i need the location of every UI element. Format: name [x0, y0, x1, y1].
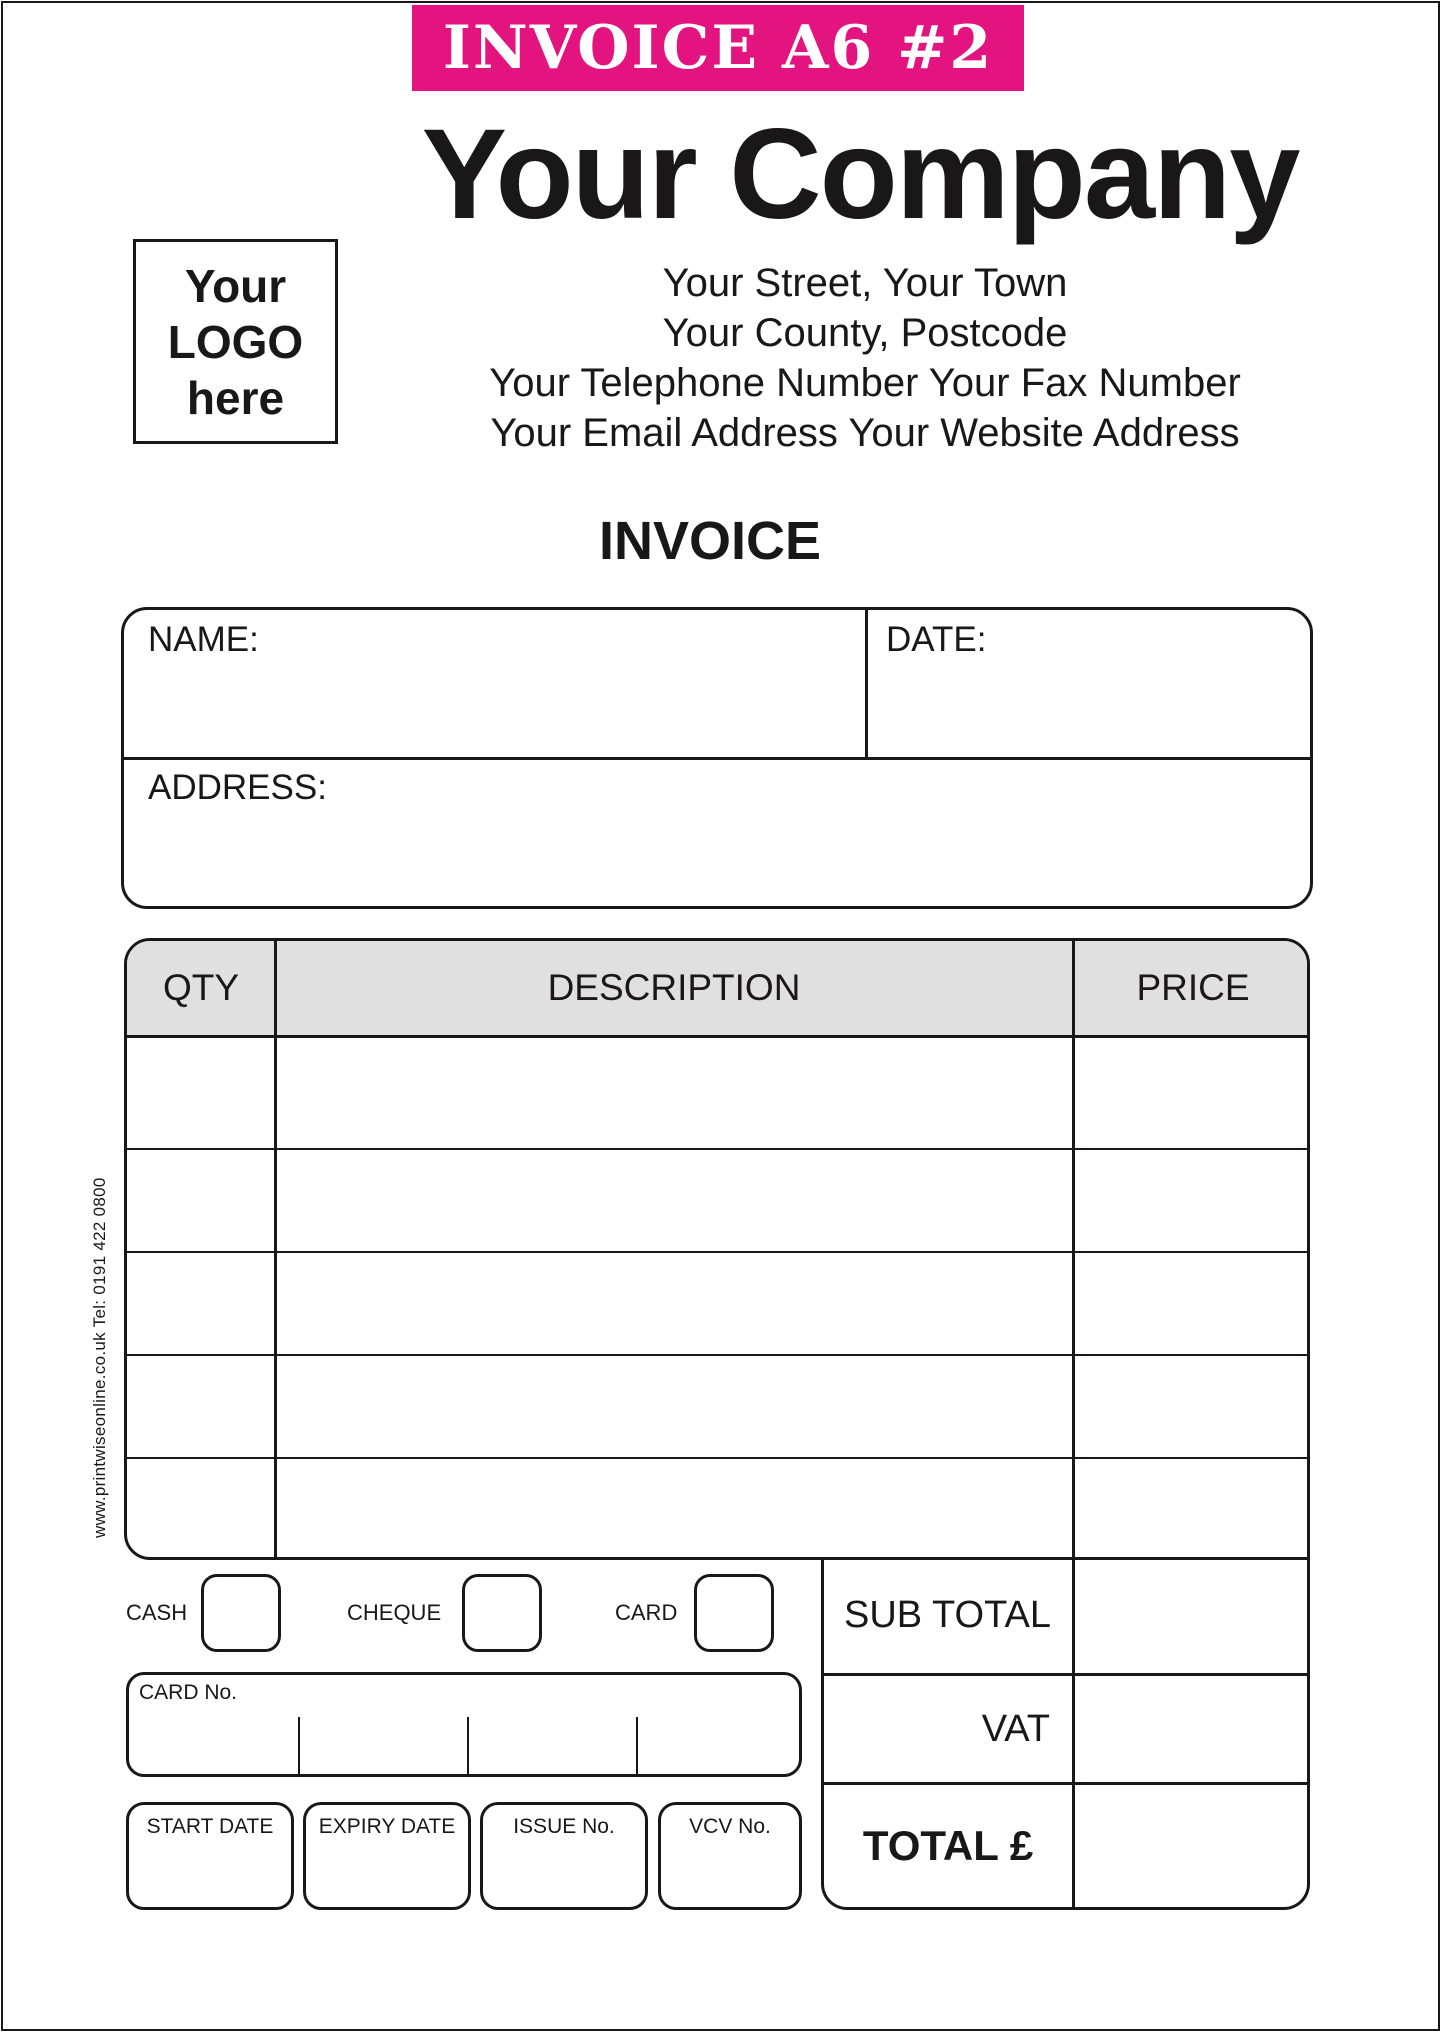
name-field[interactable]: NAME: [148, 620, 259, 659]
address-field[interactable]: ADDRESS: [148, 768, 327, 807]
invoice-heading: INVOICE [598, 511, 822, 571]
sub-total-value-field[interactable] [1075, 1557, 1307, 1673]
company-address [420, 258, 1310, 458]
card-number-divider [636, 1717, 638, 1777]
card-checkbox[interactable] [694, 1574, 774, 1652]
invoice-banner: INVOICE A6 #2 [412, 5, 1024, 91]
address-line: Your County, Postcode [662, 311, 1068, 355]
card-number-divider [298, 1717, 300, 1777]
totals-box [821, 1557, 1310, 1910]
total-label: TOTAL £ [862, 1822, 1034, 1869]
vcv-number-field[interactable] [658, 1802, 802, 1910]
cash-checkbox[interactable] [201, 1574, 281, 1652]
expiry-date-field[interactable] [303, 1802, 471, 1910]
address-line: Your Email Address Your Website Address [490, 411, 1240, 455]
address-line: Your Telephone Number Your Fax Number [489, 361, 1241, 405]
cheque-checkbox[interactable] [462, 1574, 542, 1652]
logo-line: LOGO [167, 315, 304, 368]
items-table [124, 938, 1310, 1560]
vat-label: VAT [981, 1707, 1050, 1750]
printer-contact-text: www.printwiseonline.co.uk Tel: 0191 422 0800 [90, 1177, 109, 1538]
table-row[interactable] [127, 1150, 1307, 1251]
total-value-field[interactable] [1075, 1785, 1307, 1907]
card-number-field[interactable] [126, 1672, 802, 1777]
divider [865, 610, 868, 759]
table-row[interactable] [127, 1356, 1307, 1457]
sub-total-label: SUB TOTAL [844, 1593, 1051, 1636]
column-header-qty: QTY [162, 967, 240, 1008]
card-label: CARD [615, 1600, 678, 1625]
logo-line: Your [184, 259, 287, 312]
table-row[interactable] [127, 1037, 1307, 1148]
address-line: Your Street, Your Town [662, 261, 1068, 305]
expiry-date-label: EXPIRY DATE [318, 1815, 456, 1838]
column-header-description: DESCRIPTION [547, 967, 801, 1008]
customer-details-box [121, 607, 1313, 909]
start-date-field[interactable] [126, 1802, 294, 1910]
start-date-label: START DATE [146, 1815, 274, 1838]
company-name: Your Company [421, 103, 1299, 246]
issue-number-label: ISSUE No. [513, 1815, 615, 1838]
table-row[interactable] [127, 1253, 1307, 1354]
card-number-divider [467, 1717, 469, 1777]
card-number-label: CARD No. [139, 1681, 238, 1704]
date-field[interactable]: DATE: [886, 620, 987, 659]
cash-label: CASH [126, 1600, 188, 1625]
issue-number-field[interactable] [480, 1802, 648, 1910]
column-header-price: PRICE [1136, 967, 1250, 1008]
cheque-label: CHEQUE [347, 1600, 442, 1625]
logo-line: here [186, 371, 285, 424]
divider [124, 757, 1310, 760]
vat-value-field[interactable] [1075, 1676, 1307, 1782]
table-row[interactable] [127, 1459, 1307, 1560]
vcv-number-label: VCV No. [689, 1815, 771, 1838]
logo-placeholder [133, 239, 338, 444]
